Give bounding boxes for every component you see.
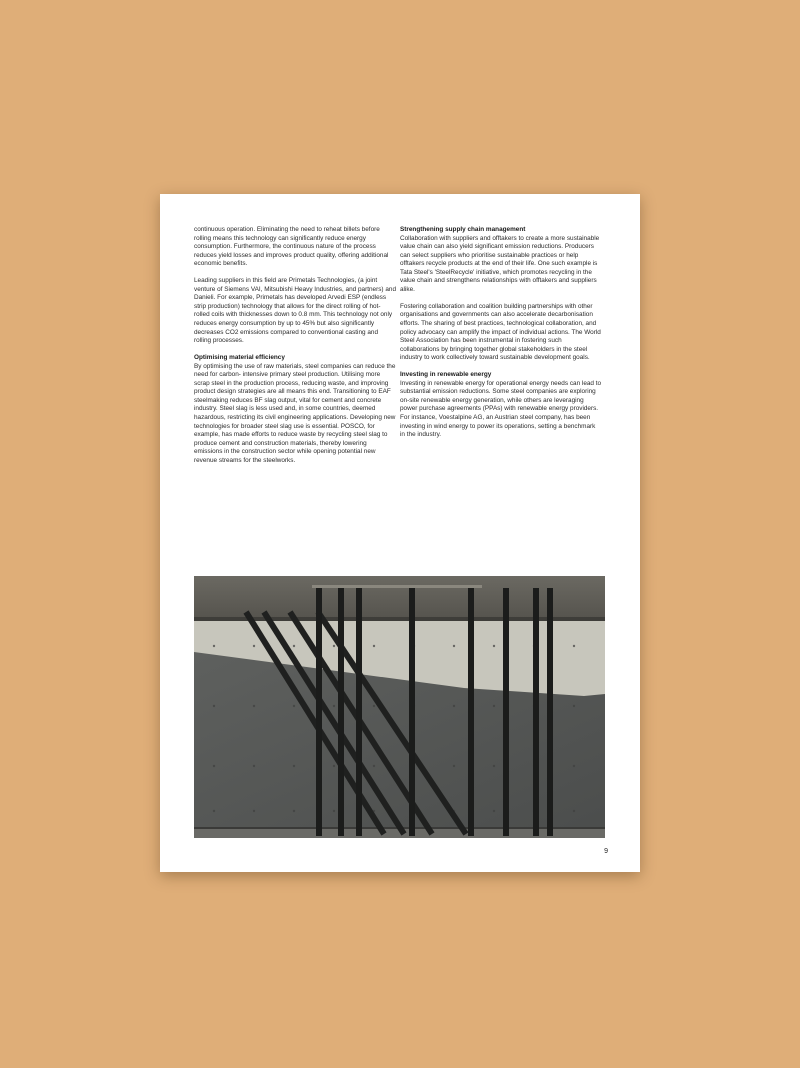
section-heading: Optimising material efficiency [194,354,285,362]
left-column [194,226,396,474]
section-heading: Strengthening supply chain management [400,226,526,233]
left-paragraph-1: continuous operation. Eliminating the need to reheat billets before rolling means this technology can significantly reduce energy consumption. Furthermore, the continuous nature of the process reduces yield losses and improves product quality, offering additional economic benefits. [194,226,389,268]
left-paragraph-2: Leading suppliers in this field are Primetals Technologies, (a joint venture of Siemens VAI, Mitsubishi Heavy Industries, and partners) and Danieli. For example, Primetals has developed Arvedi ESP (endless strip production) technology that allows for the direct rolling of hot- rolled coils with thicknesses down to 0.8 mm. This technology not only reduces energy consumption by up to 45% but also significantly decreases CO2 emissions compared to conventional casting and rolling processes. [194,277,396,345]
section-heading: Investing in renewable energy [400,371,492,379]
right-paragraph-2: Fostering collaboration and coalition building partnerships with other organisations and governments can also accelerate decarbonisation efforts. The sharing of best practices, technological collaboration, and policy advocacy can amplify the impact of individual actions. The World Steel Association has been instrumental in fostering such collaborations by bringing together global stakeholders in the steel industry to work collectively toward sustainable development goals. [400,302,601,362]
ceiling-slab [194,576,605,620]
document-page [160,194,640,872]
section-optimising-material-efficiency [194,354,396,465]
section-renewable-energy [400,371,602,439]
section-body: Investing in renewable energy for operational energy needs can lead to substantial emission reductions. Some steel companies are exploring on-site renewable energy generation, while others are leveraging power purchase agreements (PPAs) with renewable energy providers. For instance, Voestalpine AG, an Austrian steel company, has been investing in wind energy to power its operations, setting a benchmark in the industry. [400,379,602,439]
section-supply-chain [400,226,602,294]
section-body: By optimising the use of raw materials, steel companies can reduce the need for carbon- intensive primary steel production. Utilising more scrap steel in the production process, reducing waste, and improving product design strategies are all means this end. Transitioning to EAF steelmaking reduces BF slag output, vital for cement and concrete industry. Steel slag is less used and, in some countries, deemed hazardous, restricting its civil engineering applications. Developing new technologies for broader steel slag use is essential. POSCO, for example, has made efforts to reduce waste by recycling steel slag to produce cement and construction materials, thereby lowering emissions in the construction sector while opening potential new revenue streams for the steelworks. [194,362,396,464]
page-number: 9 [604,848,608,855]
section-body: Collaboration with suppliers and offtakers to create a more sustainable value chain can also yield significant emission reductions. Producers can select suppliers who prioritise sustainable practices or help offtakers recycle products at the end of their life. One such example is Tata Steel's 'SteelRecycle' initiative, which promotes recycling in the value chain and strengthens relationships with offtakers and suppliers alike. [400,234,600,293]
right-column [400,226,602,448]
architectural-photo [194,576,605,838]
